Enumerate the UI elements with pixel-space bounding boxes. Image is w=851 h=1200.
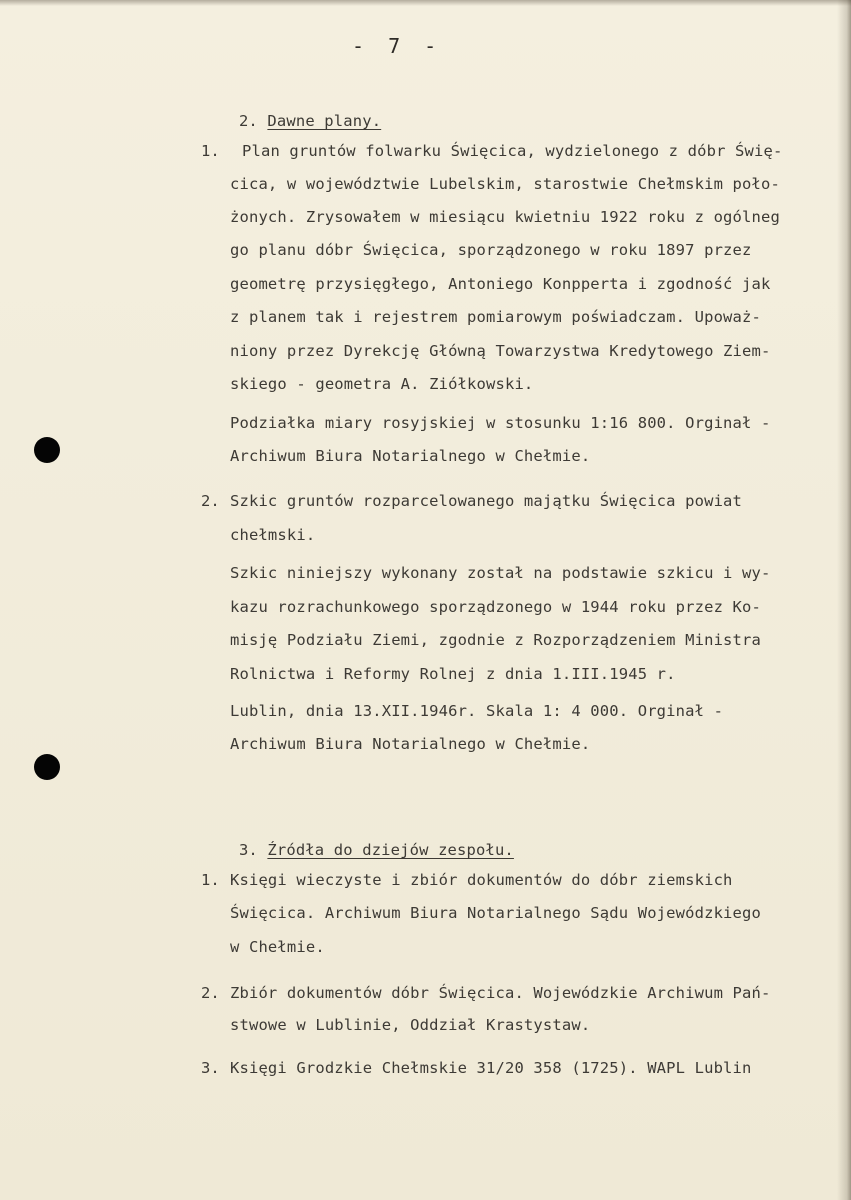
scan-edge-shadow	[837, 0, 851, 1200]
text-line: go planu dóbr Święcica, sporządzonego w roku 1897 przez	[230, 241, 752, 259]
item-number: 1.	[201, 871, 220, 889]
text-line: Księgi wieczyste i zbiór dokumentów do dóbr ziemskich	[230, 871, 733, 889]
text-line: Rolnictwa i Reformy Rolnej z dnia 1.III.1945 r.	[230, 665, 676, 683]
text-line: cica, w województwie Lubelskim, starostwie Chełmskim poło-	[230, 175, 780, 193]
item-number: 2.	[201, 984, 220, 1002]
text-line: stwowe w Lublinie, Oddział Krastystaw.	[230, 1016, 591, 1034]
text-line: geometrę przysięgłego, Antoniego Konpperta i zgodność jak	[230, 275, 771, 293]
text-line: Lublin, dnia 13.XII.1946r. Skala 1: 4 000. Orginał -	[230, 702, 724, 720]
section-number: 3.	[238, 841, 258, 859]
scan-top-shadow	[0, 0, 851, 6]
item-number: 2.	[201, 492, 220, 510]
punch-hole-upper	[34, 437, 60, 463]
text-line: Zbiór dokumentów dóbr Święcica. Wojewódzkie Archiwum Pań-	[230, 984, 771, 1002]
text-line: Podziałka miary rosyjskiej w stosunku 1:16 800. Orginał -	[230, 414, 771, 432]
text-line: skiego - geometra A. Ziółkowski.	[230, 375, 534, 393]
text-line: żonych. Zrysowałem w miesiącu kwietniu 1922 roku z ogólneg	[230, 208, 780, 226]
section-title: Źródła do dziejów zespołu.	[267, 841, 514, 859]
text-line: Archiwum Biura Notarialnego w Chełmie.	[230, 447, 591, 465]
text-line: Archiwum Biura Notarialnego w Chełmie.	[230, 735, 591, 753]
text-line: kazu rozrachunkowego sporządzonego w 1944 roku przez Ko-	[230, 598, 761, 616]
text-line: chełmski.	[230, 526, 316, 544]
text-line: Święcica. Archiwum Biura Notarialnego Sądu Wojewódzkiego	[230, 904, 761, 922]
item-number: 3.	[201, 1059, 220, 1077]
section-title: Dawne plany.	[267, 112, 382, 130]
text-line: Szkic niniejszy wykonany został na podstawie szkicu i wy-	[230, 564, 771, 582]
text-line: z planem tak i rejestrem pomiarowym poświadczam. Upoważ-	[230, 308, 761, 326]
text-line: Księgi Grodzkie Chełmskie 31/20 358 (1725). WAPL Lublin	[230, 1059, 752, 1077]
punch-hole-lower	[34, 754, 60, 780]
text-line: misję Podziału Ziemi, zgodnie z Rozporządzeniem Ministra	[230, 631, 761, 649]
text-line: niony przez Dyrekcję Główną Towarzystwa Kredytowego Ziem-	[230, 342, 771, 360]
section-number: 2.	[238, 112, 258, 130]
text-line: w Chełmie.	[230, 938, 325, 956]
page-number: - 7 -	[352, 34, 443, 58]
text-line: Plan gruntów folwarku Święcica, wydzielonego z dóbr Świę-	[242, 142, 783, 160]
text-line: Szkic gruntów rozparcelowanego majątku Święcica powiat	[230, 492, 743, 510]
item-number: 1.	[201, 142, 220, 160]
